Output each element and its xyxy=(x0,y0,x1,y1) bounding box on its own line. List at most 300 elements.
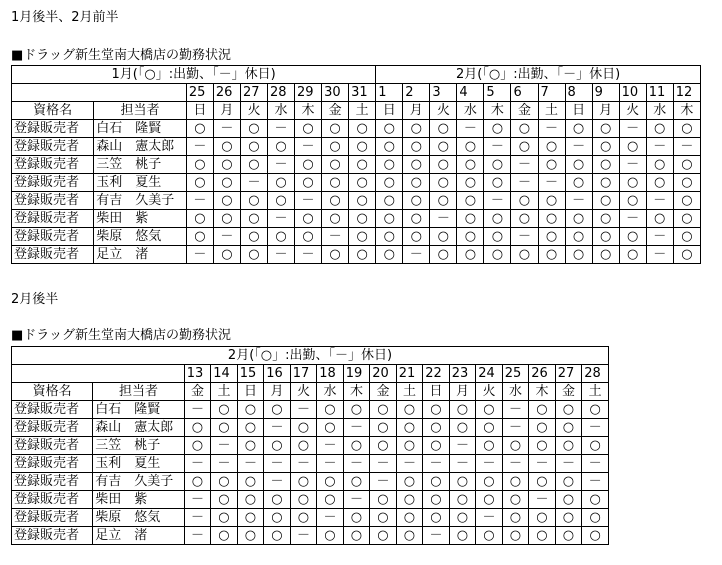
attendance-cell: － xyxy=(264,455,291,473)
weekday-cell: 日 xyxy=(565,102,592,120)
attendance-cell: ○ xyxy=(555,419,582,437)
date-cell: 28 xyxy=(267,84,294,102)
weekday-cell: 月 xyxy=(449,383,476,401)
attendance-cell: ○ xyxy=(619,192,646,210)
attendance-cell: ○ xyxy=(343,509,370,527)
attendance-cell: ○ xyxy=(186,174,213,192)
staff-name-cell: 有吉 久美子 xyxy=(94,192,187,210)
attendance-cell: － xyxy=(290,401,317,419)
attendance-cell: ○ xyxy=(619,174,646,192)
attendance-cell: ○ xyxy=(264,437,291,455)
qualification-cell: 登録販売者 xyxy=(12,120,94,138)
attendance-cell: ○ xyxy=(184,473,211,491)
attendance-cell: － xyxy=(396,455,423,473)
attendance-cell: ○ xyxy=(396,491,423,509)
attendance-cell: － xyxy=(476,509,503,527)
attendance-cell: ○ xyxy=(237,527,264,545)
weekday-cell: 日 xyxy=(423,383,450,401)
attendance-cell: ○ xyxy=(396,473,423,491)
attendance-cell: ○ xyxy=(322,156,349,174)
qualification-cell: 登録販売者 xyxy=(12,228,94,246)
staff-name-cell: 玉利 夏生 xyxy=(94,174,187,192)
staff-name-cell: 足立 渚 xyxy=(93,527,184,545)
attendance-cell: － xyxy=(511,156,538,174)
attendance-cell: ○ xyxy=(582,527,609,545)
weekday-cell: 土 xyxy=(582,383,609,401)
staff-name-cell: 柴原 悠気 xyxy=(94,228,187,246)
attendance-cell: ○ xyxy=(555,473,582,491)
attendance-cell: ○ xyxy=(403,156,430,174)
attendance-cell: ○ xyxy=(370,419,397,437)
attendance-cell: ○ xyxy=(511,210,538,228)
attendance-cell: ○ xyxy=(457,174,484,192)
attendance-cell: － xyxy=(502,419,529,437)
attendance-cell: ○ xyxy=(349,174,376,192)
weekday-cell: 火 xyxy=(619,102,646,120)
attendance-cell: ○ xyxy=(295,174,322,192)
month-header: 2月(「○」:出勤、「－」休日) xyxy=(12,347,609,365)
attendance-cell: ○ xyxy=(403,120,430,138)
attendance-cell: － xyxy=(186,192,213,210)
weekday-cell: 日 xyxy=(376,102,403,120)
staff-name-cell: 三笠 桃子 xyxy=(94,156,187,174)
attendance-cell: － xyxy=(213,120,240,138)
date-cell: 14 xyxy=(211,365,238,383)
attendance-cell: ○ xyxy=(184,437,211,455)
attendance-cell: － xyxy=(502,455,529,473)
staff-name-cell: 柴田 紫 xyxy=(93,491,184,509)
date-cell: 1 xyxy=(376,84,403,102)
date-cell: 17 xyxy=(290,365,317,383)
staff-name-cell: 柴田 紫 xyxy=(94,210,187,228)
attendance-cell: ○ xyxy=(457,228,484,246)
attendance-cell: － xyxy=(343,455,370,473)
date-cell: 26 xyxy=(213,84,240,102)
staff-header: 担当者 xyxy=(93,383,184,401)
attendance-cell: － xyxy=(290,455,317,473)
attendance-cell: － xyxy=(264,419,291,437)
attendance-cell: ○ xyxy=(476,527,503,545)
date-cell: 13 xyxy=(184,365,211,383)
qualification-cell: 登録販売者 xyxy=(12,473,93,491)
attendance-cell: ○ xyxy=(322,210,349,228)
weekday-cell: 木 xyxy=(529,383,556,401)
attendance-cell: ○ xyxy=(592,210,619,228)
attendance-cell: ○ xyxy=(264,509,291,527)
attendance-cell: ○ xyxy=(396,437,423,455)
attendance-cell: ○ xyxy=(396,401,423,419)
attendance-cell: ○ xyxy=(673,210,700,228)
attendance-cell: ○ xyxy=(529,401,556,419)
attendance-cell: ○ xyxy=(376,246,403,264)
attendance-cell: ○ xyxy=(592,228,619,246)
qualification-cell: 登録販売者 xyxy=(12,246,94,264)
attendance-cell: － xyxy=(538,120,565,138)
attendance-cell: － xyxy=(295,138,322,156)
attendance-cell: ○ xyxy=(290,491,317,509)
attendance-cell: － xyxy=(184,527,211,545)
month-header: 2月(「○」:出勤、「－」休日) xyxy=(376,66,701,84)
attendance-cell: ○ xyxy=(592,156,619,174)
attendance-cell: － xyxy=(213,228,240,246)
attendance-cell: ○ xyxy=(403,192,430,210)
attendance-cell: ○ xyxy=(565,156,592,174)
attendance-cell: ○ xyxy=(237,419,264,437)
attendance-cell: ○ xyxy=(430,120,457,138)
attendance-cell: ○ xyxy=(403,138,430,156)
attendance-cell: － xyxy=(295,192,322,210)
attendance-cell: － xyxy=(240,174,267,192)
attendance-cell: ○ xyxy=(240,138,267,156)
table-row xyxy=(12,455,609,473)
attendance-cell: ○ xyxy=(240,210,267,228)
attendance-cell: ○ xyxy=(538,138,565,156)
attendance-cell: － xyxy=(423,455,450,473)
weekday-cell: 月 xyxy=(403,102,430,120)
attendance-cell: － xyxy=(370,473,397,491)
weekday-row xyxy=(12,383,609,401)
attendance-cell: － xyxy=(538,174,565,192)
weekday-cell: 火 xyxy=(476,383,503,401)
attendance-cell: ○ xyxy=(582,401,609,419)
qualification-cell: 登録販売者 xyxy=(12,437,93,455)
attendance-cell: － xyxy=(511,174,538,192)
attendance-cell: － xyxy=(646,138,673,156)
qualification-cell: 登録販売者 xyxy=(12,174,94,192)
attendance-cell: ○ xyxy=(423,401,450,419)
staff-name-cell: 白石 隆賢 xyxy=(94,120,187,138)
attendance-cell: ○ xyxy=(423,509,450,527)
attendance-cell: ○ xyxy=(264,491,291,509)
attendance-cell: ○ xyxy=(565,120,592,138)
attendance-cell: ○ xyxy=(213,138,240,156)
staff-name-cell: 足立 渚 xyxy=(94,246,187,264)
weekday-cell: 火 xyxy=(290,383,317,401)
attendance-cell: ○ xyxy=(423,491,450,509)
attendance-cell: ○ xyxy=(211,473,238,491)
attendance-cell: ○ xyxy=(264,527,291,545)
date-cell: 9 xyxy=(592,84,619,102)
date-cell: 21 xyxy=(396,365,423,383)
attendance-cell: ○ xyxy=(317,527,344,545)
qualification-cell: 登録販売者 xyxy=(12,156,94,174)
attendance-cell: － xyxy=(484,138,511,156)
weekday-cell: 水 xyxy=(646,102,673,120)
attendance-cell: － xyxy=(211,455,238,473)
attendance-cell: ○ xyxy=(349,120,376,138)
qualification-cell: 登録販売者 xyxy=(12,192,94,210)
attendance-cell: ○ xyxy=(538,210,565,228)
attendance-cell: ○ xyxy=(211,491,238,509)
table-row xyxy=(12,156,701,174)
date-cell: 23 xyxy=(449,365,476,383)
weekday-cell: 水 xyxy=(317,383,344,401)
attendance-cell: ○ xyxy=(317,473,344,491)
attendance-cell: ○ xyxy=(555,527,582,545)
attendance-cell: ○ xyxy=(186,120,213,138)
attendance-cell: ○ xyxy=(211,509,238,527)
attendance-cell: － xyxy=(529,455,556,473)
attendance-cell: － xyxy=(343,491,370,509)
attendance-cell: ○ xyxy=(592,192,619,210)
date-cell: 7 xyxy=(538,84,565,102)
attendance-cell: － xyxy=(184,509,211,527)
date-cell: 20 xyxy=(370,365,397,383)
attendance-cell: ○ xyxy=(449,527,476,545)
attendance-cell: － xyxy=(646,192,673,210)
attendance-cell: － xyxy=(582,419,609,437)
weekday-cell: 木 xyxy=(484,102,511,120)
attendance-cell: ○ xyxy=(582,437,609,455)
attendance-cell: ○ xyxy=(476,419,503,437)
staff-header: 担当者 xyxy=(94,102,187,120)
attendance-cell: ○ xyxy=(240,156,267,174)
attendance-cell: ○ xyxy=(592,174,619,192)
attendance-cell: ○ xyxy=(646,120,673,138)
attendance-cell: ○ xyxy=(619,228,646,246)
attendance-cell: ○ xyxy=(186,210,213,228)
attendance-cell: － xyxy=(673,138,700,156)
qualification-cell: 登録販売者 xyxy=(12,210,94,228)
attendance-cell: － xyxy=(343,419,370,437)
attendance-cell: ○ xyxy=(673,228,700,246)
weekday-cell: 土 xyxy=(538,102,565,120)
weekday-cell: 金 xyxy=(370,383,397,401)
date-row xyxy=(12,365,609,383)
date-cell: 3 xyxy=(430,84,457,102)
month-header: 1月(「○」:出勤、「－」休日) xyxy=(12,66,376,84)
attendance-cell: ○ xyxy=(565,210,592,228)
attendance-cell: ○ xyxy=(237,509,264,527)
attendance-cell: － xyxy=(449,437,476,455)
qualification-header: 資格名 xyxy=(12,383,93,401)
attendance-cell: ○ xyxy=(211,419,238,437)
attendance-cell: ○ xyxy=(430,156,457,174)
table-row xyxy=(12,419,609,437)
attendance-cell: ○ xyxy=(186,228,213,246)
table-row xyxy=(12,437,609,455)
attendance-cell: ○ xyxy=(213,192,240,210)
attendance-cell: ○ xyxy=(396,419,423,437)
attendance-cell: ○ xyxy=(449,491,476,509)
attendance-cell: ○ xyxy=(565,174,592,192)
qualification-cell: 登録販売者 xyxy=(12,509,93,527)
date-cell: 29 xyxy=(295,84,322,102)
attendance-cell: ○ xyxy=(211,527,238,545)
attendance-cell: ○ xyxy=(343,437,370,455)
attendance-cell: ○ xyxy=(457,192,484,210)
attendance-cell: ○ xyxy=(290,437,317,455)
attendance-cell: ○ xyxy=(430,192,457,210)
attendance-cell: ○ xyxy=(376,156,403,174)
attendance-cell: ○ xyxy=(423,437,450,455)
qualification-cell: 登録販売者 xyxy=(12,419,93,437)
attendance-cell: ○ xyxy=(476,401,503,419)
attendance-cell: － xyxy=(267,210,294,228)
date-cell: 15 xyxy=(237,365,264,383)
attendance-cell: ○ xyxy=(349,156,376,174)
attendance-cell: ○ xyxy=(290,419,317,437)
attendance-cell: － xyxy=(264,473,291,491)
attendance-cell: ○ xyxy=(430,174,457,192)
attendance-cell: － xyxy=(582,455,609,473)
attendance-cell: ○ xyxy=(673,120,700,138)
attendance-cell: ○ xyxy=(484,156,511,174)
staff-name-cell: 有吉 久美子 xyxy=(93,473,184,491)
attendance-cell: － xyxy=(529,491,556,509)
attendance-cell: － xyxy=(423,527,450,545)
attendance-cell: ○ xyxy=(240,246,267,264)
attendance-cell: ○ xyxy=(376,174,403,192)
attendance-cell: － xyxy=(317,455,344,473)
blank-cell xyxy=(12,365,185,383)
date-row xyxy=(12,84,701,102)
attendance-cell: － xyxy=(186,138,213,156)
attendance-cell: ○ xyxy=(240,192,267,210)
date-cell: 5 xyxy=(484,84,511,102)
attendance-cell: ○ xyxy=(673,246,700,264)
attendance-cell: ○ xyxy=(396,527,423,545)
attendance-cell: ○ xyxy=(370,509,397,527)
attendance-cell: ○ xyxy=(449,509,476,527)
attendance-cell: ○ xyxy=(538,228,565,246)
attendance-cell: ○ xyxy=(403,228,430,246)
attendance-cell: ○ xyxy=(646,210,673,228)
attendance-cell: ○ xyxy=(423,473,450,491)
table-row xyxy=(12,192,701,210)
weekday-cell: 金 xyxy=(511,102,538,120)
attendance-cell: ○ xyxy=(267,138,294,156)
attendance-cell: ○ xyxy=(349,138,376,156)
table-row xyxy=(12,246,701,264)
attendance-cell: － xyxy=(511,228,538,246)
attendance-cell: ○ xyxy=(484,228,511,246)
attendance-cell: ○ xyxy=(484,246,511,264)
attendance-cell: ○ xyxy=(237,401,264,419)
attendance-cell: ○ xyxy=(511,246,538,264)
attendance-cell: ○ xyxy=(295,228,322,246)
attendance-cell: ○ xyxy=(449,419,476,437)
attendance-cell: ○ xyxy=(555,509,582,527)
attendance-cell: ○ xyxy=(555,437,582,455)
attendance-cell: ○ xyxy=(430,228,457,246)
attendance-cell: ○ xyxy=(267,228,294,246)
qualification-cell: 登録販売者 xyxy=(12,138,94,156)
attendance-cell: ○ xyxy=(184,419,211,437)
attendance-cell: ○ xyxy=(295,156,322,174)
weekday-cell: 木 xyxy=(295,102,322,120)
attendance-cell: ○ xyxy=(267,174,294,192)
attendance-cell: ○ xyxy=(449,473,476,491)
attendance-cell: ○ xyxy=(592,120,619,138)
attendance-cell: ○ xyxy=(343,473,370,491)
month-header-row xyxy=(12,347,609,365)
attendance-cell: ○ xyxy=(457,210,484,228)
attendance-cell: ○ xyxy=(457,138,484,156)
attendance-cell: ○ xyxy=(240,120,267,138)
attendance-cell: ○ xyxy=(484,174,511,192)
attendance-cell: ○ xyxy=(376,210,403,228)
attendance-cell: ○ xyxy=(484,120,511,138)
staff-name-cell: 三笠 桃子 xyxy=(93,437,184,455)
table-row xyxy=(12,491,609,509)
attendance-cell: ○ xyxy=(529,527,556,545)
attendance-cell: － xyxy=(484,192,511,210)
attendance-cell: ○ xyxy=(213,210,240,228)
attendance-cell: ○ xyxy=(582,509,609,527)
attendance-cell: ○ xyxy=(529,473,556,491)
weekday-cell: 土 xyxy=(211,383,238,401)
attendance-cell: ○ xyxy=(237,491,264,509)
blank-cell xyxy=(12,84,187,102)
attendance-cell: ○ xyxy=(322,192,349,210)
attendance-cell: － xyxy=(565,192,592,210)
attendance-cell: ○ xyxy=(186,156,213,174)
attendance-cell: ○ xyxy=(511,192,538,210)
attendance-cell: － xyxy=(290,527,317,545)
date-cell: 4 xyxy=(457,84,484,102)
attendance-cell: － xyxy=(295,246,322,264)
qualification-cell: 登録販売者 xyxy=(12,527,93,545)
table-row xyxy=(12,473,609,491)
staff-name-cell: 柴原 悠気 xyxy=(93,509,184,527)
attendance-cell: ○ xyxy=(322,174,349,192)
shift-table-late-feb xyxy=(11,346,609,545)
table2-title: ■ドラッグ新生堂南大橋店の勤務状況 xyxy=(11,328,232,343)
attendance-cell: － xyxy=(619,120,646,138)
weekday-cell: 日 xyxy=(237,383,264,401)
date-cell: 30 xyxy=(322,84,349,102)
attendance-cell: ○ xyxy=(423,419,450,437)
attendance-cell: ○ xyxy=(476,437,503,455)
attendance-cell: ○ xyxy=(343,527,370,545)
attendance-cell: ○ xyxy=(317,491,344,509)
attendance-cell: － xyxy=(555,455,582,473)
weekday-cell: 木 xyxy=(343,383,370,401)
weekday-cell: 日 xyxy=(186,102,213,120)
table-row xyxy=(12,210,701,228)
attendance-cell: ○ xyxy=(322,246,349,264)
attendance-cell: ○ xyxy=(502,437,529,455)
attendance-cell: ○ xyxy=(370,437,397,455)
attendance-cell: ○ xyxy=(502,473,529,491)
attendance-cell: － xyxy=(449,455,476,473)
date-cell: 18 xyxy=(317,365,344,383)
attendance-cell: ○ xyxy=(240,228,267,246)
staff-name-cell: 玉利 夏生 xyxy=(93,455,184,473)
date-cell: 25 xyxy=(186,84,213,102)
attendance-cell: ○ xyxy=(673,192,700,210)
attendance-cell: ○ xyxy=(646,156,673,174)
weekday-cell: 水 xyxy=(502,383,529,401)
qualification-cell: 登録販売者 xyxy=(12,401,93,419)
attendance-cell: ○ xyxy=(349,192,376,210)
date-cell: 27 xyxy=(555,365,582,383)
attendance-cell: － xyxy=(267,120,294,138)
attendance-cell: ○ xyxy=(538,156,565,174)
date-cell: 16 xyxy=(264,365,291,383)
attendance-cell: ○ xyxy=(502,491,529,509)
attendance-cell: ○ xyxy=(502,509,529,527)
attendance-cell: － xyxy=(457,120,484,138)
attendance-cell: ○ xyxy=(449,401,476,419)
date-cell: 10 xyxy=(619,84,646,102)
weekday-row xyxy=(12,102,701,120)
attendance-cell: ○ xyxy=(619,246,646,264)
table-row xyxy=(12,138,701,156)
table-row xyxy=(12,509,609,527)
attendance-cell: ○ xyxy=(538,192,565,210)
